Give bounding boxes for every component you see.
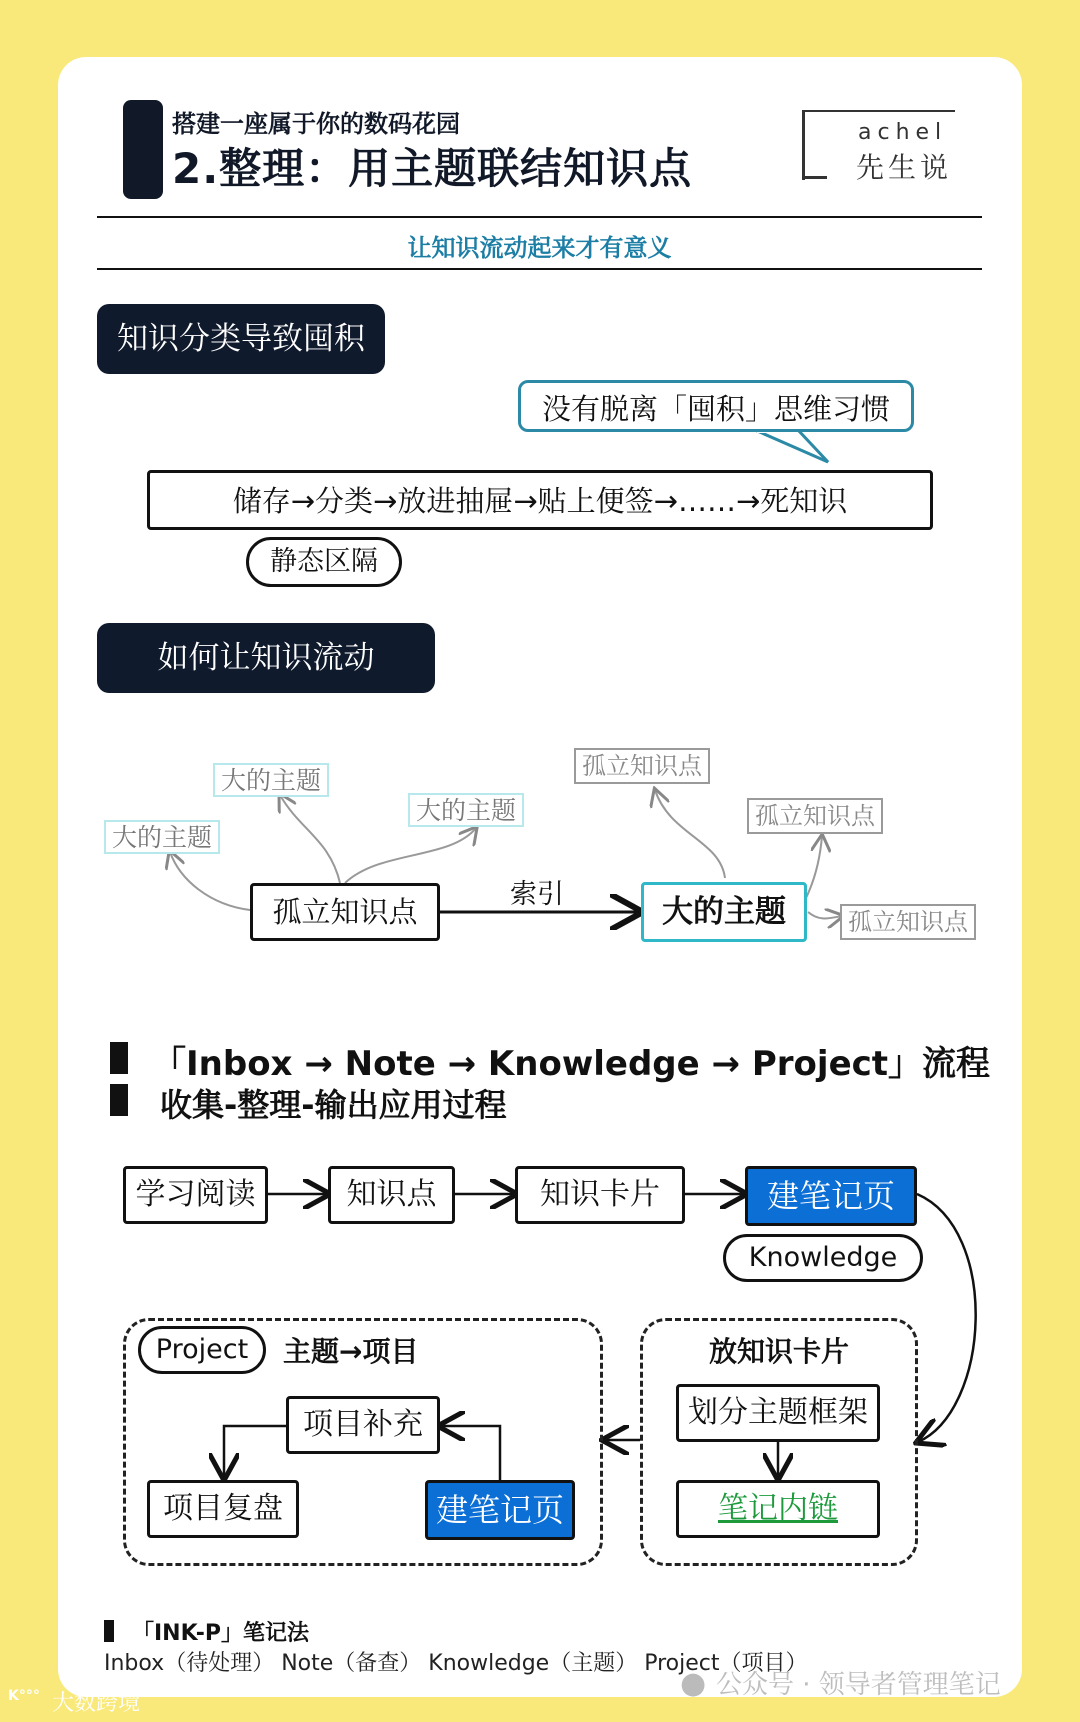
- project-supplement: 项目补充: [286, 1396, 440, 1454]
- method-description: Inbox（待处理） Note（备查） Knowledge（主题） Project（项目）: [104, 1651, 808, 1676]
- page-title: 2.整理：用主题联结知识点: [172, 144, 693, 193]
- tag-static-separation: 静态区隔: [246, 537, 402, 587]
- callout-habit: 没有脱离「囤积」思维习惯: [518, 380, 914, 432]
- note-internal-link-label: 笔记内链: [718, 1491, 838, 1526]
- project-review: 项目复盘: [147, 1480, 299, 1538]
- project-tag: Project: [138, 1326, 266, 1374]
- inkp-flow-line: 「Inbox → Note → Knowledge → Project」流程: [152, 1044, 991, 1084]
- topic-framework: 划分主题框架: [676, 1384, 880, 1442]
- step-knowledge-point: 知识点: [328, 1166, 455, 1224]
- isolated-label-bottom: 孤立知识点: [840, 904, 976, 940]
- footer-bullet: [104, 1620, 114, 1642]
- topic-label-right: 大的主题: [408, 793, 524, 827]
- wechat-icon: ●: [680, 1666, 707, 1701]
- logo-text-bottom: 先生说: [856, 151, 953, 184]
- section-heading-flow: 如何让知识流动: [97, 623, 435, 693]
- step-knowledge-card: 知识卡片: [515, 1166, 685, 1224]
- method-title: 「INK-P」笔记法: [132, 1621, 309, 1646]
- process-line: 收集-整理-输出应用过程: [160, 1086, 507, 1124]
- step-build-note-page: 建笔记页: [745, 1166, 917, 1226]
- topic-label-top: 大的主题: [213, 763, 329, 797]
- tagline: 让知识流动起来才有意义: [407, 234, 672, 262]
- kooo-logo-icon: K°°°: [8, 1688, 40, 1704]
- project-build-note-page: 建笔记页: [425, 1480, 575, 1540]
- logo-text-top: achel: [858, 120, 948, 145]
- card-group-title: 放知识卡片: [708, 1335, 849, 1368]
- isolated-label-right: 孤立知识点: [747, 798, 883, 834]
- section-heading-hoarding: 知识分类导致囤积: [97, 304, 385, 374]
- watermark-left: 大数跨境: [52, 1691, 141, 1716]
- isolated-point-node: 孤立知识点: [250, 883, 440, 941]
- note-internal-link: [676, 1480, 880, 1538]
- step-study-reading: 学习阅读: [123, 1166, 268, 1224]
- hoarding-flow: 储存→分类→放进抽屉→贴上便签→……→死知识: [147, 470, 933, 530]
- knowledge-tag: Knowledge: [723, 1234, 923, 1282]
- page-subtitle: 搭建一座属于你的数码花园: [172, 110, 460, 138]
- big-topic-node: 大的主题: [641, 882, 807, 942]
- watermark-right: 公众号 · 领导者管理笔记: [716, 1670, 1001, 1700]
- isolated-label-top: 孤立知识点: [574, 748, 710, 784]
- edge-label-index: 索引: [510, 879, 564, 910]
- project-group-title: 主题→项目: [283, 1335, 419, 1368]
- topic-label-left: 大的主题: [104, 820, 220, 854]
